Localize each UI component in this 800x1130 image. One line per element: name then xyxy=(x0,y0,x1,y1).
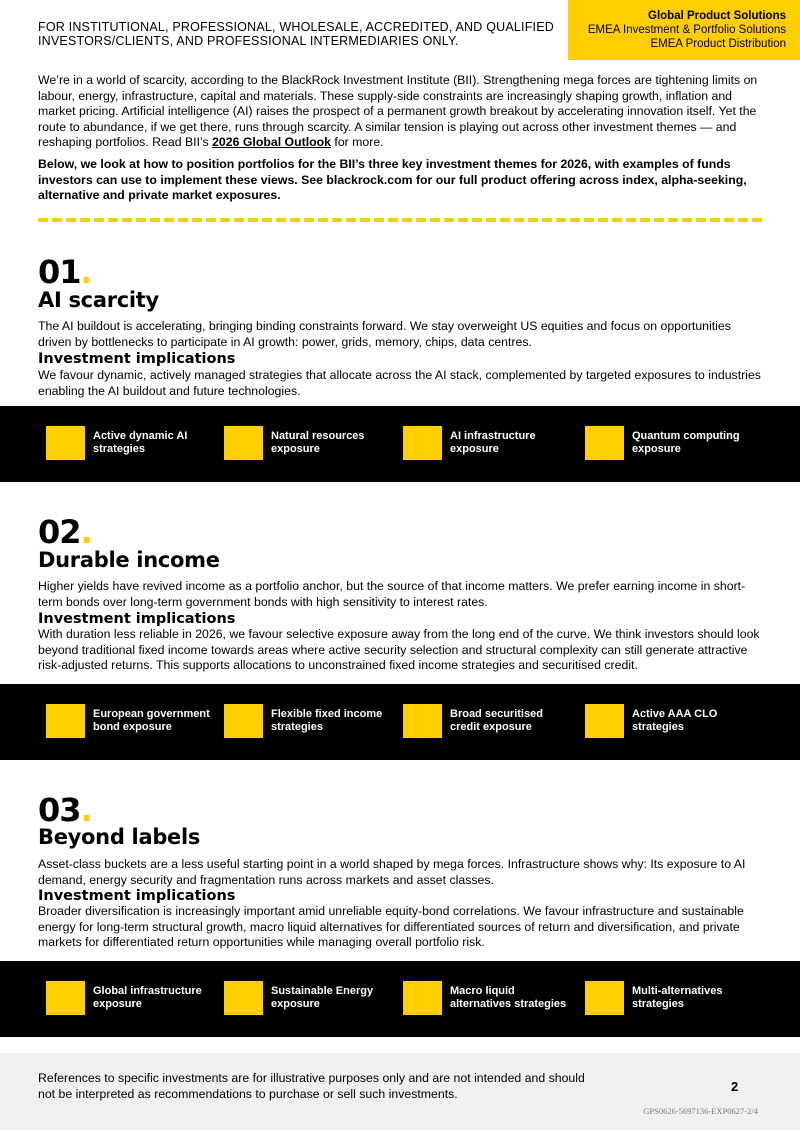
exposure-item xyxy=(46,981,218,1015)
exposure-label: Broad securitised credit exposure xyxy=(450,708,543,733)
exposure-item xyxy=(224,704,396,738)
exposure-band xyxy=(0,961,800,1037)
exposure-item xyxy=(46,426,218,460)
document-code: GPS0626-5697136-EXP0627-2/4 xyxy=(643,1106,758,1116)
exposure-label: Active dynamic AI strategies xyxy=(93,430,188,455)
yellow-square-icon xyxy=(46,981,85,1015)
yellow-square-icon xyxy=(224,704,263,738)
implications-body: With duration less reliable in 2026, we favour selective exposure away from the long end of the curve. We think investors should look beyond traditional fixed income towards areas where active security selection and structural complexity can still generate attractive risk-adjusted returns. This supports allocations to unconstrained fixed income strategies and securitised credit. xyxy=(38,627,760,673)
section-body: Asset-class buckets are a less useful starting point in a world shaped by mega forces. Infrastructure shows why: Its exposure to AI demand, energy security and fragmentation runs across markets and asset classes. xyxy=(38,857,746,887)
exposure-item xyxy=(585,704,757,738)
exposure-item xyxy=(403,981,575,1015)
exposure-label: Quantum computing exposure xyxy=(632,430,740,455)
implications-heading: Investment implications xyxy=(38,611,236,627)
implications-heading: Investment implications xyxy=(38,351,236,367)
section-number-text: 02 xyxy=(38,513,81,551)
exposure-item xyxy=(46,704,218,738)
exposure-label: Macro liquid alternatives strategies xyxy=(450,985,567,1010)
gps-title: Global Product Solutions xyxy=(648,10,786,22)
footer xyxy=(0,1053,800,1130)
footer-disclaimer: References to specific investments are for illustrative purposes only and are not intended and should not be interpreted as recommendations to purchase or sell such investments. xyxy=(38,1071,585,1101)
intro-paragraph xyxy=(38,73,763,151)
gps-line-1: EMEA Investment & Portfolio Solutions xyxy=(587,24,786,36)
intro-text-end: for more. xyxy=(330,135,384,150)
section-number-text: 01 xyxy=(38,253,81,291)
exposure-item xyxy=(403,704,575,738)
yellow-square-icon xyxy=(585,981,624,1015)
page-number: 2 xyxy=(731,1079,739,1094)
exposure-label: Sustainable Energy exposure xyxy=(271,985,374,1010)
section-number-dot: . xyxy=(80,791,92,829)
yellow-square-icon xyxy=(46,704,85,738)
audience-disclaimer: FOR INSTITUTIONAL, PROFESSIONAL, WHOLESALE, ACCREDITED, AND QUALIFIED INVESTORS/CLIENTS, AND PROFESSIONAL INTERMEDIARIES ONLY. xyxy=(38,20,554,48)
exposure-item xyxy=(224,981,396,1015)
exposure-label: Global infrastructure exposure xyxy=(93,985,202,1010)
exposure-band xyxy=(0,684,800,760)
section-body: Higher yields have revived income as a portfolio anchor, but the source of that income matters. We prefer earning income in short-term bonds over long-term government bonds with high sensitivity to interest rates. xyxy=(38,579,746,609)
section-title: Durable income xyxy=(38,548,220,572)
exposure-label: Flexible fixed income strategies xyxy=(271,708,383,733)
yellow-square-icon xyxy=(403,981,442,1015)
yellow-square-icon xyxy=(224,426,263,460)
section-title: AI scarcity xyxy=(38,288,159,312)
section-title: Beyond labels xyxy=(38,825,201,849)
yellow-square-icon xyxy=(403,426,442,460)
gps-header-box xyxy=(568,0,800,60)
implications-body: Broader diversification is increasingly important amid unreliable equity-bond correlations. We favour infrastructure and sustainable energy for long-term structural growth, macro liquid alternatives for differentiated sources of return and diversification, and private markets for differentiated return opportunities while managing overall portfolio risk. xyxy=(38,904,744,950)
yellow-square-icon xyxy=(585,704,624,738)
gps-line-2: EMEA Product Distribution xyxy=(650,38,786,50)
section-number-text: 03 xyxy=(38,791,81,829)
intro-text-start: We’re in a world of scarcity, according to the BlackRock Investment Institute (BII). Strengthening mega forces are tightening limits on labour, energy, infrastructure, capital and materials. These supply-side constraints are increasingly shaping growth, inflation and market pricing. Artificial intelligence (AI) raises the prospect of a permanent growth breakout by accelerating innovation itself. Yet the route to abundance, if we get there, runs through scarcity. A similar tension is playing out across other investment themes — and reshaping portfolios. Read BII’s xyxy=(38,73,758,150)
dashed-divider xyxy=(38,218,762,222)
yellow-square-icon xyxy=(585,426,624,460)
exposure-label: AI infrastructure exposure xyxy=(450,430,536,455)
section-number xyxy=(38,253,92,291)
section-number-dot: . xyxy=(80,253,92,291)
intro-summary: Below, we look at how to position portfolios for the BII’s three key investment themes for 2026, with examples of funds investors can use to implement these views. See blackrock.com for our full product offering across index, alpha-seeking, alternative and private market exposures. xyxy=(38,156,747,203)
implications-heading: Investment implications xyxy=(38,888,236,904)
yellow-square-icon xyxy=(46,426,85,460)
implications-body: We favour dynamic, actively managed strategies that allocate across the AI stack, complemented by targeted exposures to industries enabling the AI buildout and future technologies. xyxy=(38,368,761,398)
global-outlook-link[interactable]: 2026 Global Outlook xyxy=(212,135,331,150)
intro xyxy=(38,73,763,204)
section-body: The AI buildout is accelerating, bringing binding constraints forward. We stay overweight US equities and focus on opportunities driven by bottlenecks to participate in AI growth: power, grids, memory, chips, data centres. xyxy=(38,319,731,349)
exposure-item xyxy=(403,426,575,460)
exposure-item xyxy=(224,426,396,460)
exposure-label: Active AAA CLO strategies xyxy=(632,708,718,733)
section-number xyxy=(38,791,92,829)
yellow-square-icon xyxy=(403,704,442,738)
exposure-label: Multi-alternatives strategies xyxy=(632,985,723,1010)
exposure-item xyxy=(585,981,757,1015)
exposure-label: European government bond exposure xyxy=(93,708,210,733)
exposure-band xyxy=(0,406,800,482)
yellow-square-icon xyxy=(224,981,263,1015)
exposure-label: Natural resources exposure xyxy=(271,430,365,455)
section-number-dot: . xyxy=(80,513,92,551)
exposure-item xyxy=(585,426,757,460)
section-number xyxy=(38,513,92,551)
